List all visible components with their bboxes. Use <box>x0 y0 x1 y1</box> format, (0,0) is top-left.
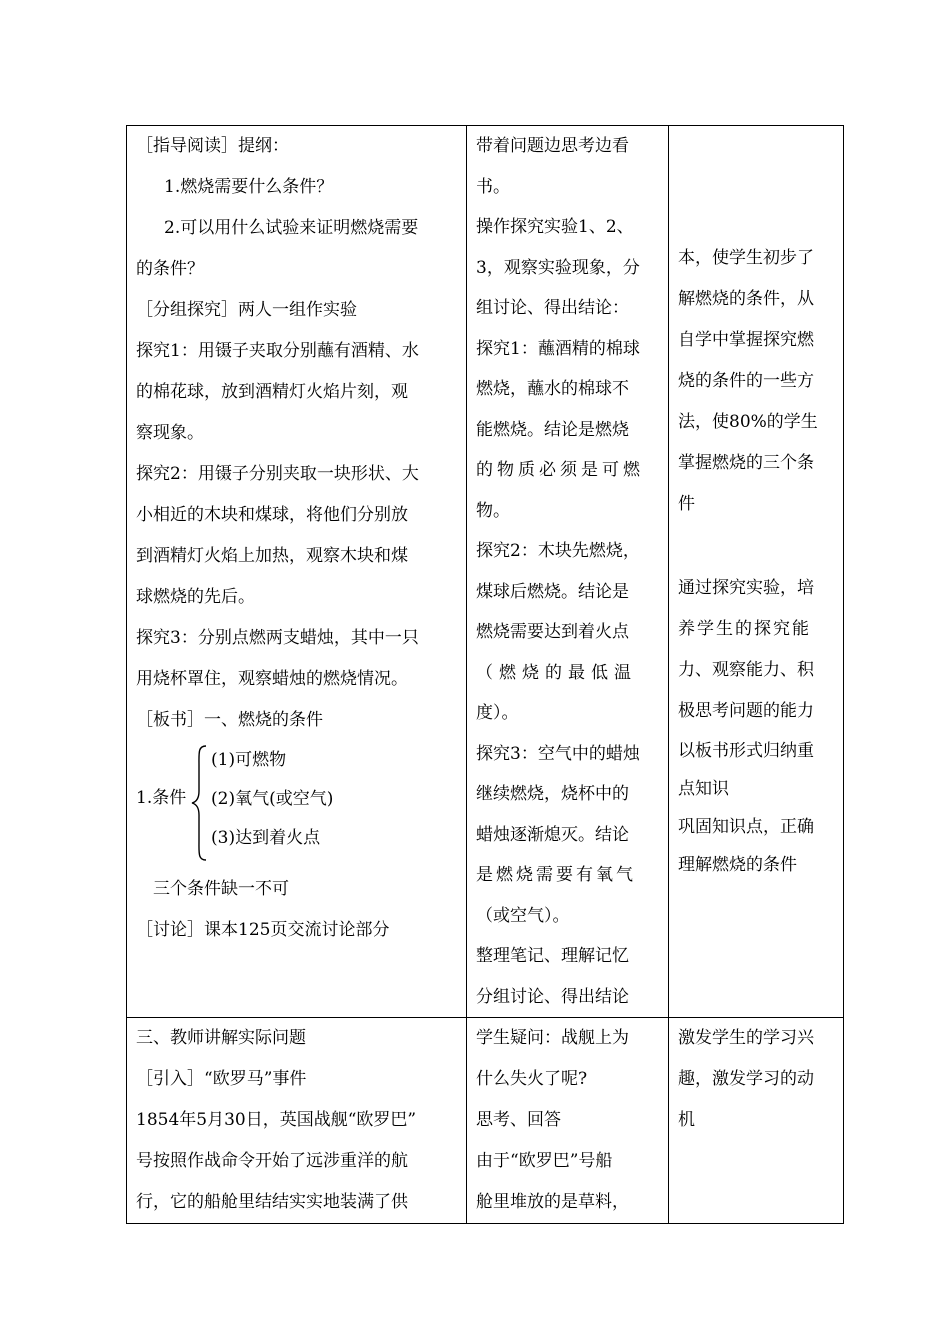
text-line: 物。 <box>476 500 510 521</box>
text-line: 蜡烛逐渐熄灭。结论 <box>476 824 629 845</box>
curly-brace-icon <box>191 745 207 861</box>
text-line: 自学中掌握探究燃 <box>678 330 814 350</box>
text-line: 分组讨论、得出结论 <box>476 986 629 1007</box>
text-line: 探究2：用镊子分别夹取一块形状、大 <box>136 464 419 484</box>
text-line: 烧的条件的一些方 <box>678 371 814 391</box>
text-line: （燃烧的最低温 <box>476 662 637 683</box>
condition-item: (2)氧气(或空气) <box>211 789 334 809</box>
text-line: 能燃烧。结论是燃烧 <box>476 419 629 440</box>
text-line: ［指导阅读］提纲： <box>136 136 289 156</box>
text-line: 以板书形式归纳重 <box>678 741 814 761</box>
text-line: 球燃烧的先后。 <box>136 587 255 607</box>
text-line: （或空气）。 <box>476 905 570 926</box>
student-activity-cell <box>467 126 669 1018</box>
design-intent-cell <box>669 126 844 1018</box>
text-line: 三个条件缺一不可 <box>153 879 289 899</box>
text-line: 理解燃烧的条件 <box>678 855 797 875</box>
text-line: 学生疑问：战舰上为 <box>476 1028 629 1048</box>
text-line: 1854年5月30日，英国战舰“欧罗巴” <box>136 1110 417 1130</box>
text-line: 探究1：蘸酒精的棉球 <box>476 338 640 359</box>
condition-item: (3)达到着火点 <box>211 828 321 848</box>
text-line: 探究3：分别点燃两支蜡烛，其中一只 <box>136 628 419 648</box>
text-line: 行，它的船舱里结结实实地装满了供 <box>136 1192 408 1212</box>
text-line: 机 <box>678 1110 695 1130</box>
text-line: 巩固知识点，正确 <box>678 817 814 837</box>
text-line: 件 <box>678 494 695 514</box>
text-line: 到酒精灯火焰上加热，观察木块和煤 <box>136 546 408 566</box>
text-line: 号按照作战命令开始了远涉重洋的航 <box>136 1151 408 1171</box>
text-line: 察现象。 <box>136 423 204 443</box>
text-line: 操作探究实验1、2、 <box>476 217 634 237</box>
text-line: 极思考问题的能力 <box>678 701 814 721</box>
text-line: 由于“欧罗巴”号船 <box>476 1151 613 1171</box>
text-line: 1.燃烧需要什么条件？ <box>164 177 334 197</box>
text-line: ［分组探究］两人一组作实验 <box>136 300 357 320</box>
text-line: ［板书］一、燃烧的条件 <box>136 710 323 730</box>
design-intent-cell <box>669 1018 844 1224</box>
text-line: 趣，激发学习的动 <box>678 1069 814 1089</box>
text-line: 舱里堆放的是草料， <box>476 1192 629 1212</box>
text-line: 点知识 <box>678 779 729 799</box>
text-line: 3，观察实验现象，分 <box>476 257 640 278</box>
text-line: 养学生的探究能 <box>678 619 811 639</box>
text-line: 本，使学生初步了 <box>678 248 814 268</box>
text-line: 探究1：用镊子夹取分别蘸有酒精、水 <box>136 341 419 361</box>
text-line: 的物质必须是可燃 <box>476 460 644 480</box>
text-line: 思考、回答 <box>476 1110 561 1130</box>
text-line: 通过探究实验，培 <box>678 578 814 598</box>
text-line: 是燃烧需要有氧气 <box>476 865 636 885</box>
text-line: 激发学生的学习兴 <box>678 1028 814 1048</box>
table-row <box>127 1018 844 1224</box>
text-line: 的条件？ <box>136 259 204 279</box>
lesson-plan-table <box>126 125 844 1224</box>
text-line: 解燃烧的条件，从 <box>678 289 814 309</box>
condition-label: 1.条件 <box>136 788 187 808</box>
teacher-activity-cell <box>127 126 467 1018</box>
text-line: 什么失火了呢? <box>476 1069 588 1089</box>
text-line: 探究2：木块先燃烧， <box>476 541 640 561</box>
condition-list <box>136 741 458 869</box>
text-line: 继续燃烧，烧杯中的 <box>476 784 629 804</box>
text-line: ［引入］“欧罗马”事件 <box>136 1069 307 1089</box>
text-line: 度）。 <box>476 703 519 723</box>
text-line: 法，使80%的学生 <box>678 412 818 432</box>
table-row <box>127 126 844 1018</box>
text-line: 燃烧需要达到着火点 <box>476 622 629 642</box>
text-line: 小相近的木块和煤球，将他们分别放 <box>136 505 408 525</box>
text-line: 带着问题边思考边看 <box>476 136 629 156</box>
student-activity-cell <box>467 1018 669 1224</box>
text-line: 用烧杯罩住，观察蜡烛的燃烧情况。 <box>136 669 408 689</box>
text-line: 整理笔记、理解记忆 <box>476 946 629 966</box>
text-line: 力、观察能力、积 <box>678 660 814 680</box>
text-line: 三、教师讲解实际问题 <box>136 1028 306 1048</box>
text-line: ［讨论］课本125页交流讨论部分 <box>136 920 390 940</box>
text-line: 的棉花球，放到酒精灯火焰片刻，观 <box>136 382 408 402</box>
text-line: 煤球后燃烧。结论是 <box>476 581 629 602</box>
teacher-activity-cell <box>127 1018 467 1224</box>
text-line: 掌握燃烧的三个条 <box>678 453 814 473</box>
text-line: 2.可以用什么试验来证明燃烧需要 <box>164 218 419 238</box>
text-line: 书。 <box>476 176 510 197</box>
text-line: 探究3：空气中的蜡烛 <box>476 743 640 764</box>
text-line: 组讨论、得出结论： <box>476 298 629 318</box>
condition-item: (1)可燃物 <box>211 750 287 770</box>
text-line: 燃烧，蘸水的棉球不 <box>476 379 629 399</box>
